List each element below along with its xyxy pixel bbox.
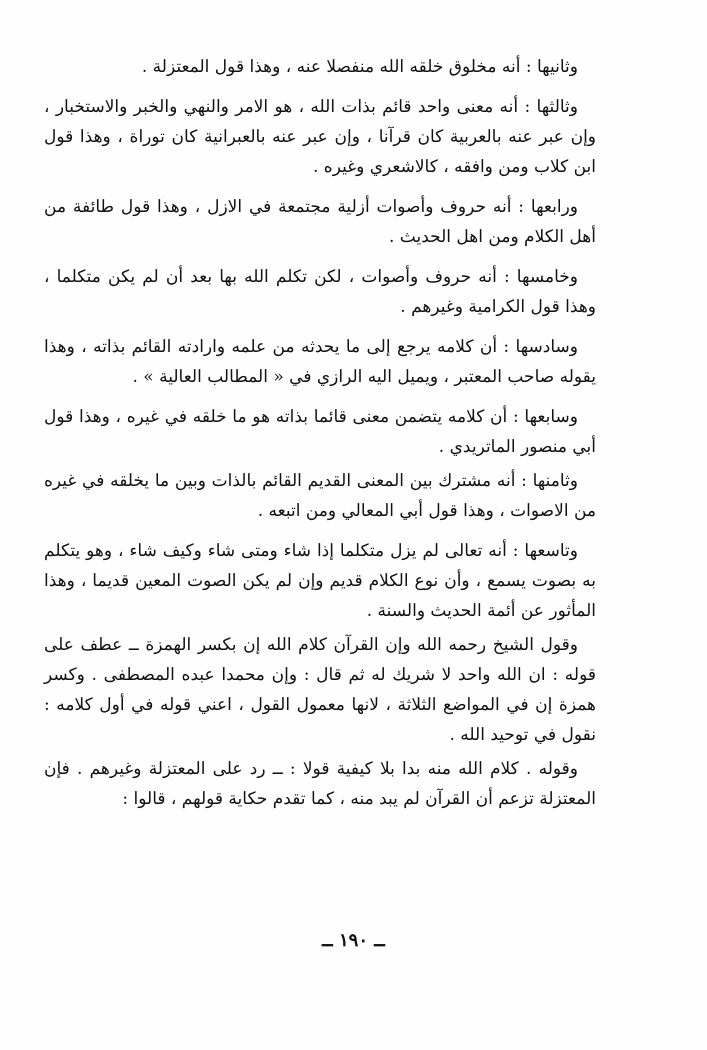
paragraph-eighth-view: وثامنها : أنه مشترك بين المعنى القديم القائم بالذات وبين ما يخلقه في غيره من الاصوات ، وهذا قول أبي المعالي ومن اتبعه . bbox=[44, 471, 596, 521]
paragraph-seventh-view: وسابعها : أن كلامه يتضمن معنى قائما بذاته هو ما خلقه في غيره ، وهذا قول أبي منصور الماتريدي . bbox=[44, 407, 596, 457]
paragraph-fifth-view: وخامسها : أنه حروف وأصوات ، لكن تكلم الله بها بعد أن لم يكن متكلما ، وهذا قول الكرامية وغيرهم . bbox=[44, 267, 596, 317]
paragraph-second-view: وثانيها : أنه مخلوق خلقه الله منفصلا عنه ، وهذا قول المعتزلة . bbox=[141, 57, 578, 77]
paragraph-fourth-view: ورابعها : أنه حروف وأصوات أزلية مجتمعة في الازل ، وهذا قول طائفة من أهل الكلام ومن اهل الحديث . bbox=[44, 197, 596, 247]
page-body-text bbox=[44, 52, 596, 824]
paragraph-ninth-view: وتاسعها : أنه تعالى لم يزل متكلما إذا شاء ومتى شاء وكيف شاء ، وهو يتكلم به بصوت يسمع ، وأن نوع الكلام قديم وإن لم يكن الصوت المعين قديما ، وهذا المأثور عن أئمة الحديث والسنة . bbox=[44, 541, 596, 621]
page-number: ــ ١٩٠ ــ bbox=[322, 930, 385, 951]
paragraph-sixth-view: وسادسها : أن كلامه يرجع إلى ما يحدثه من علمه وارادته القائم بذاته ، وهذا يقوله صاحب المعتبر ، ويميل اليه الرازي في « المطالب العالية » . bbox=[44, 337, 596, 387]
paragraph-sheikh-statement: وقول الشيخ رحمه الله وإن القرآن كلام الله إن بكسر الهمزة ــ عطف على قوله : ان الله واحد لا شريك له ثم قال : وإن محمدا عبده المصطفى . وكسر همزة إن في المواضع الثلاثة ، لانها معمول القول ، اعني قوله في أول كلامه : نقول في توحيد الله . bbox=[44, 635, 596, 745]
paragraph-refutation: وقوله . كلام الله منه بدا بلا كيفية قولا : ــ رد على المعتزلة وغيرهم . فإن المعتزلة تزعم أن القرآن لم يبد منه ، كما تقدم حكاية قولهم ، قالوا : bbox=[44, 759, 596, 809]
paragraph-third-view: وثالثها : أنه معنى واحد قائم بذات الله ، هو الامر والنهي والخبر والاستخبار ، وإن عبر عنه بالعربية كان قرآنا ، وإن عبر عنه بالعبرانية كان توراة ، وهذا قول ابن كلاب ومن وافقه ، كالاشعري وغيره . bbox=[44, 97, 596, 177]
